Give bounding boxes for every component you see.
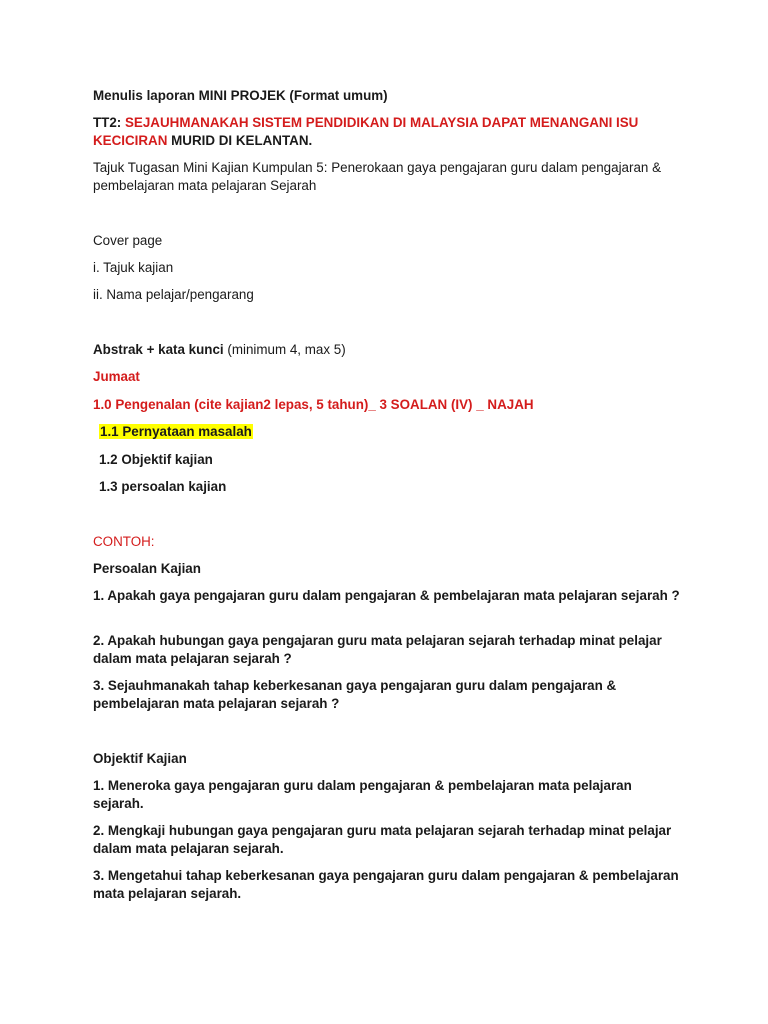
tt2-red-text: SEJAUHMANAKAH SISTEM PENDIDIKAN DI MALAYSIA DAPAT MENANGANI ISU KECICIRAN [93, 115, 639, 148]
persoalan-item-3: 3. Sejauhmanakah tahap keberkesanan gaya pengajaran guru dalam pengajaran & pembelajaran mata pelajaran sejarah ? [93, 678, 617, 711]
objektif-item-3: 3. Mengetahui tahap keberkesanan gaya pengajaran guru dalam pengajaran & pembelajaran mata pelajaran sejarah. [93, 868, 679, 901]
tt2-black-text: MURID DI KELANTAN. [171, 132, 313, 148]
subsection-1-2: 1.2 Objektif kajian [99, 452, 213, 467]
highlighted-text: 1.1 Pernyataan masalah [100, 424, 252, 439]
subsection-1-3: 1.3 persoalan kajian [99, 479, 227, 494]
abstrak-bold: Abstrak + kata kunci [93, 342, 224, 357]
objektif-item-1: 1. Meneroka gaya pengajaran guru dalam pengajaran & pembelajaran mata pelajaran sejarah. [93, 778, 632, 811]
persoalan-heading: Persoalan Kajian [93, 561, 201, 576]
contoh-label: CONTOH: [93, 534, 155, 549]
objektif-item-2: 2. Mengkaji hubungan gaya pengajaran guru mata pelajaran sejarah terhadap minat pelajar dalam mata pelajaran sejarah. [93, 823, 672, 856]
abstrak-normal: (minimum 4, max 5) [227, 342, 346, 357]
abstrak-line [93, 341, 683, 359]
pengenalan-heading: 1.0 Pengenalan (cite kajian2 lepas, 5 tahun)_ 3 SOALAN (IV) _ NAJAH [93, 397, 534, 412]
tajuk-tugasan: Tajuk Tugasan Mini Kajian Kumpulan 5: Penerokaan gaya pengajaran guru dalam pengajaran & pembelajaran mata pelajaran Sejarah [93, 160, 661, 193]
persoalan-item-1: 1. Apakah gaya pengajaran guru dalam pengajaran & pembelajaran mata pelajaran sejarah ? [93, 588, 680, 603]
cover-page-heading: Cover page [93, 233, 163, 248]
cover-item-2: ii. Nama pelajar/pengarang [93, 287, 254, 302]
jumaat-label: Jumaat [93, 369, 140, 384]
tt2-label: TT2: [93, 115, 122, 130]
cover-item-1: i. Tajuk kajian [93, 260, 174, 275]
tt2-topic [93, 114, 683, 149]
document-title: Menulis laporan MINI PROJEK (Format umum) [93, 88, 388, 103]
subsection-1-1 [99, 423, 689, 441]
persoalan-item-2: 2. Apakah hubungan gaya pengajaran guru mata pelajaran sejarah terhadap minat pelajar dalam mata pelajaran sejarah ? [93, 633, 662, 666]
objektif-heading: Objektif Kajian [93, 751, 187, 766]
